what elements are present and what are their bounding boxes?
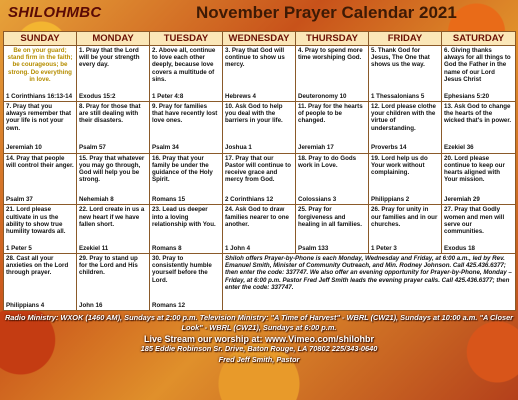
prayer-text: 29. Pray to stand up for the Lord and His children. [79,254,138,277]
prayer-text: 5. Thank God for Jesus, The One that shows us the way. [371,47,430,69]
day-header-tuesday: TUESDAY [150,32,223,46]
day-cell [223,205,296,254]
day-cell [77,101,150,153]
day-cell [4,253,77,310]
prayer-text: 13. Ask God to change the hearts of the wicked that's in power. [444,102,512,125]
scripture-ref: Jeremiah 29 [444,196,480,204]
prayer-text: 24. Ask God to draw families nearer to one another. [225,206,289,228]
prayer-text: 30. Pray to consistently humble yourself before the Lord. [152,254,212,284]
scripture-ref: Nehemiah 8 [79,196,114,204]
day-cell [223,153,296,205]
day-cell [150,153,223,205]
footer-pastor: Fred Jeff Smith, Pastor [218,354,300,364]
day-cell [442,101,516,153]
prayer-text: 27. Pray that Godly women and men will serve our communities. [444,206,505,235]
prayer-text: 20. Lord please continue to keep our hearts aligned with Your mission. [444,154,505,184]
calendar-header [0,0,518,30]
day-header-saturday: SATURDAY [442,32,516,46]
day-cell [150,253,223,310]
footer-radio: Radio Ministry: WXOK (1460 AM), Sundays at 2:00 p.m. Television Ministry: "A Time of Harvest" - WBRL (CW21), Sundays at 10:00 a.m. "A Closer Look" - WBRL (CW21), Sundays at 6:00 p.m. [4,313,514,333]
day-header-monday: MONDAY [77,32,150,46]
prayer-text: 9. Pray for families that have recently lost love ones. [152,102,218,125]
day-cell [4,46,77,102]
prayer-text: 14. Pray that people will control their anger. [6,154,74,169]
scripture-ref: 2 Corinthians 12 [225,196,274,204]
scripture-ref: Jeremiah 10 [6,144,42,152]
scripture-ref: Exodus 18 [444,244,475,252]
week-row [4,153,516,205]
day-cell [442,153,516,205]
scripture-ref: John 16 [79,301,103,309]
day-cell [223,46,296,102]
day-cell [296,153,369,205]
scripture-ref: 1 John 4 [225,244,251,252]
day-header-sunday: SUNDAY [4,32,77,46]
footer-stream: Live Stream our worship at: www.Vimeo.com/shilohbr [143,333,375,344]
prayer-text: 6. Giving thanks always for all things to God the Father in the name of our Lord Jesus Christ [444,47,511,83]
prayer-text: 1. Pray that the Lord will be your strength every day. [79,47,140,69]
prayer-by-phone-announcement: Shiloh offers Prayer-by-Phone is each Monday, Wednesday and Friday, at 6:00 a.m., led by Rev. Emanuel Smith, Minister of Community Outreach, and Min. Rodney Johnson. Call 425.436.6377; then enter the code: 337747. We also offer an evening opportunity for Prayer-by-Phone, Monday – Friday, at 6:00 p.m. Pastor Fred Jeff Smith leads the evening prayer calls. Call 425.436.6377; then enter the code: 337747. [223,253,516,310]
scripture-ref: Philippians 2 [371,196,410,204]
prayer-text: 7. Pray that you always remember that your life is not your own. [6,102,71,132]
day-cell [77,253,150,310]
scripture-ref: Psalm 57 [79,144,106,152]
scripture-ref: Ephesians 5:20 [444,92,490,100]
calendar-title: November Prayer Calendar 2021 [196,3,457,22]
scripture-ref: Philippians 4 [6,301,45,309]
day-header-wednesday: WEDNESDAY [223,32,296,46]
scripture-ref: Romans 8 [152,244,182,252]
day-cell [150,205,223,254]
day-header-friday: FRIDAY [369,32,442,46]
scripture-ref: Proverbs 14 [371,144,407,152]
scripture-ref: Joshua 1 [225,144,252,152]
scripture-ref: Colossians 3 [298,196,337,204]
day-cell [77,205,150,254]
prayer-text: 21. Lord please cultivate in us the ability to show true humility towards all. [6,206,66,235]
scripture-ref: Romans 15 [152,196,186,204]
day-cell [296,101,369,153]
scripture-ref: 1 Peter 5 [6,244,32,252]
prayer-text: 26. Pray for unity in our families and in our churches. [371,206,438,228]
day-cell [4,153,77,205]
footer-address: 185 Eddie Robinson Sr. Drive, Baton Rouge, LA 70802 225/343-0640 [140,344,378,354]
prayer-text: 17. Pray that our Pastor will continue to receive grace and mercy from God. [225,154,292,184]
weekday-header-row [4,32,516,46]
prayer-text: 16. Pray that your family be under the guidance of the Holy Spirit. [152,154,213,184]
scripture-ref: 1 Corinthians 16:13-14 [6,92,73,100]
day-cell [369,205,442,254]
prayer-text: 28. Cast all your anxieties on the Lord through prayer. [6,254,69,277]
prayer-text: 15. Pray that whatever you may go through, God will help you be strong. [79,154,145,184]
day-cell [442,46,516,102]
scripture-ref: Ezekiel 36 [444,144,474,152]
prayer-text: Be on your guard; stand firm in the faith; be courageous; be strong. Do everything in love. [7,47,73,83]
scripture-ref: Hebrews 4 [225,92,256,100]
day-cell [369,153,442,205]
day-cell [296,46,369,102]
scripture-ref: Psalm 34 [152,144,179,152]
week-row [4,205,516,254]
prayer-text: 3. Pray that God will continue to show us mercy. [225,47,285,69]
prayer-text: 22. Lord create in us a new heart if we have fallen short. [79,206,145,228]
church-brand: SHILOHMBC [8,4,102,21]
prayer-text: 18. Pray to do Gods work in Love. [298,154,357,169]
prayer-text: 8. Pray for those that are still dealing with their disasters. [79,102,141,125]
day-cell [442,205,516,254]
footer [0,313,518,365]
prayer-calendar [3,31,516,311]
day-cell [77,46,150,102]
scripture-ref: Psalm 133 [298,244,329,252]
prayer-text: 4. Pray to spend more time worshiping God. [298,47,363,62]
scripture-ref: Jeremiah 17 [298,144,334,152]
prayer-text: 12. Lord please clothe your children with the virtue of understanding. [371,102,436,132]
scripture-ref: 1 Thessalonians 5 [371,92,425,100]
scripture-ref: Psalm 37 [6,196,33,204]
week-row [4,101,516,153]
day-cell [369,101,442,153]
day-cell [150,101,223,153]
day-cell [4,101,77,153]
prayer-text: 10. Ask God to help you deal with the barriers in your life. [225,102,283,125]
scripture-ref: Romans 12 [152,301,186,309]
prayer-text: 2. Above all, continue to love each other deeply, because love covers a multitude of sins. [152,47,216,83]
day-cell [296,205,369,254]
prayer-text: 19. Lord help us do Your work without complaining. [371,154,428,177]
week-row [4,253,516,310]
prayer-text: 23. Lead us deeper into a loving relationship with You. [152,206,216,228]
day-cell [369,46,442,102]
scripture-ref: Ezekiel 11 [79,244,109,252]
scripture-ref: 1 Peter 3 [371,244,397,252]
week-row [4,46,516,102]
prayer-text: 25. Pray for forgiveness and healing in all families. [298,206,362,228]
day-cell [4,205,77,254]
scripture-ref: Deuteronomy 10 [298,92,347,100]
day-cell [223,101,296,153]
scripture-ref: 1 Peter 4:8 [152,92,184,100]
day-cell [77,153,150,205]
day-cell [150,46,223,102]
scripture-ref: Exodus 15:2 [79,92,116,100]
day-header-thursday: THURSDAY [296,32,369,46]
prayer-text: 11. Pray for the hearts of people to be changed. [298,102,363,125]
